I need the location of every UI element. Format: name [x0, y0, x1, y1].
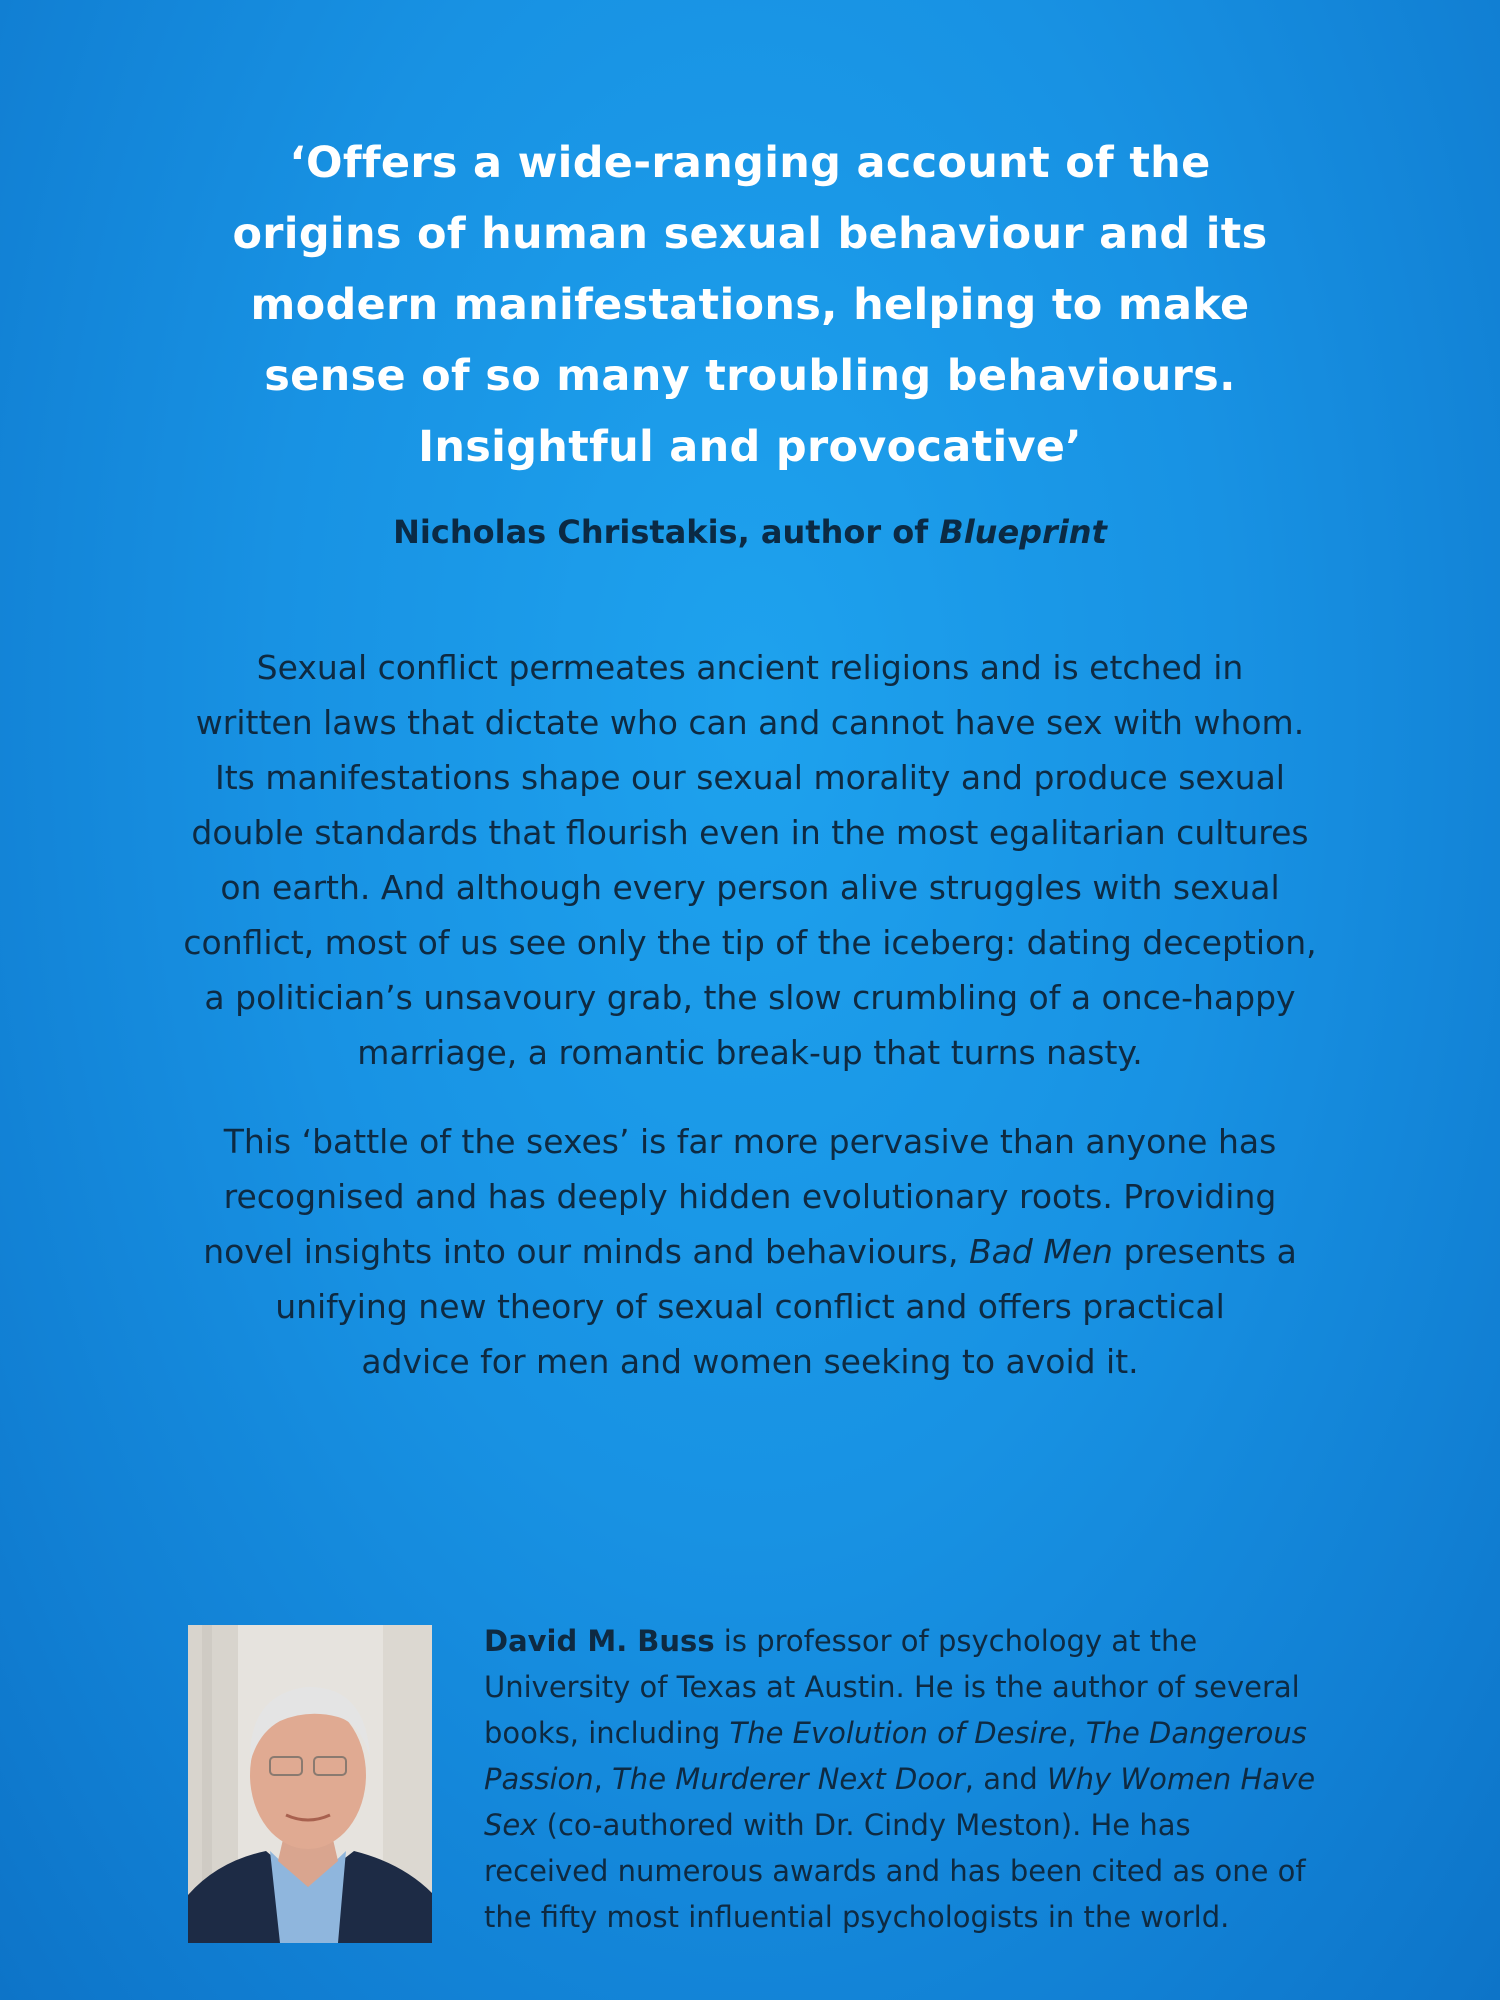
book-title: The Murderer Next Door [612, 1762, 965, 1796]
blurb-line: recognised and has deeply hidden evolutionary roots. Providing [223, 1177, 1277, 1216]
bio-text: , [593, 1762, 613, 1796]
bio-text: (co-authored with Dr. Cindy Meston). He has [537, 1808, 1191, 1842]
author-photo [188, 1625, 432, 1943]
author-name: David M. Buss [484, 1624, 715, 1658]
bio-text: , [1067, 1716, 1086, 1750]
attribution-text: Nicholas Christakis, author of [393, 513, 940, 551]
book-title: Passion [484, 1762, 594, 1796]
blurb-text: novel insights into our minds and behaviours, [203, 1232, 969, 1271]
blurb-line: written laws that dictate who can and cannot have sex with whom. [195, 703, 1305, 742]
bio-line: University of Texas at Austin. He is the author of several [484, 1670, 1300, 1704]
bio-line [484, 1802, 1364, 1848]
endorsement-quote [150, 128, 1350, 483]
bio-text: books, including [484, 1716, 730, 1750]
blurb-text: presents a [1112, 1232, 1297, 1271]
blurb-paragraph-1 [150, 640, 1350, 1080]
blurb-line: This ‘battle of the sexes’ is far more pervasive than anyone has [223, 1122, 1277, 1161]
book-title: The Dangerous [1085, 1716, 1307, 1750]
book-title: Why Women Have [1046, 1762, 1316, 1796]
blurb-line: on earth. And although every person alive struggles with sexual [220, 868, 1280, 907]
quote-attribution [150, 508, 1350, 556]
bio-line [484, 1618, 1364, 1664]
author-portrait-image [188, 1625, 432, 1943]
blurb-line [150, 1224, 1350, 1279]
blurb-paragraph-2 [150, 1114, 1350, 1389]
quote-line: origins of human sexual behaviour and its [232, 209, 1268, 259]
book-title: The Evolution of Desire [729, 1716, 1068, 1750]
bio-line [484, 1756, 1364, 1802]
quote-line: ‘Offers a wide-ranging account of the [289, 138, 1211, 188]
blurb-line: double standards that flourish even in the most egalitarian cultures [191, 813, 1309, 852]
book-title: Bad Men [968, 1232, 1113, 1271]
blurb-line: a politician’s unsavoury grab, the slow crumbling of a once-happy [204, 978, 1296, 1017]
bio-text: , and [964, 1762, 1047, 1796]
blurb-line: Sexual conflict permeates ancient religions and is etched in [256, 648, 1244, 687]
quote-line: modern manifestations, helping to make [250, 280, 1250, 330]
blurb-line: conflict, most of us see only the tip of the iceberg: dating deception, [183, 923, 1317, 962]
author-bio [484, 1618, 1364, 1940]
book-title: Sex [484, 1808, 538, 1842]
bio-line: received numerous awards and has been cited as one of [484, 1854, 1306, 1888]
blurb-line: marriage, a romantic break-up that turns nasty. [357, 1033, 1143, 1072]
bio-line: the fifty most influential psychologists in the world. [484, 1900, 1230, 1934]
attribution-book-title: Blueprint [939, 513, 1107, 551]
bio-text: is professor of psychology at the [714, 1624, 1198, 1658]
bio-line [484, 1710, 1364, 1756]
blurb-line: Its manifestations shape our sexual morality and produce sexual [215, 758, 1285, 797]
quote-line: Insightful and provocative’ [418, 422, 1082, 472]
quote-line: sense of so many troubling behaviours. [264, 351, 1236, 401]
blurb-line: advice for men and women seeking to avoid it. [361, 1342, 1139, 1381]
blurb-line: unifying new theory of sexual conflict and offers practical [275, 1287, 1225, 1326]
